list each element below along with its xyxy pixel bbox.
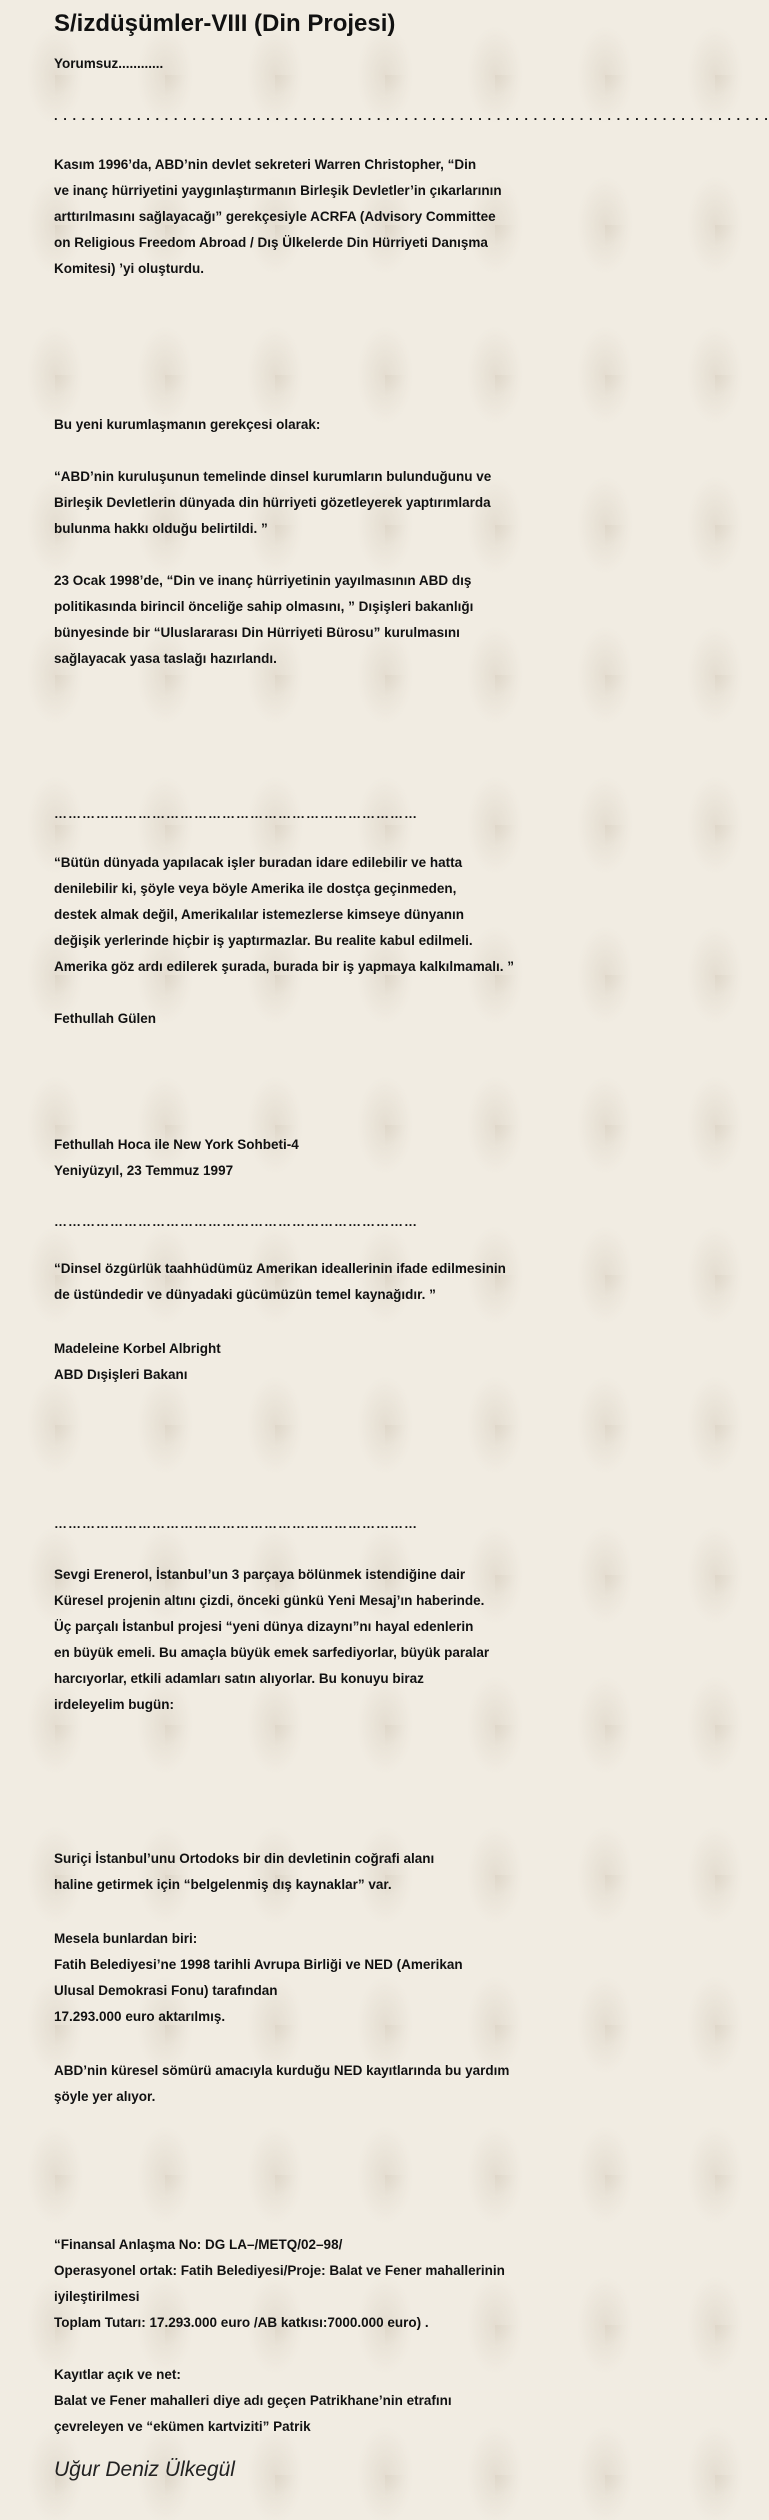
text-line: Üç parçalı İstanbul projesi “yeni dünya dizaynı”nı hayal edenlerin bbox=[54, 1619, 474, 1634]
text-line: Sevgi Erenerol, İstanbul’un 3 parçaya bölünmek istendiğine dair bbox=[54, 1567, 466, 1582]
text-line: Operasyonel ortak: Fatih Belediyesi/Proje: Balat ve Fener mahallerinin bbox=[54, 2263, 505, 2278]
text-line: ABD Dışişleri Bakanı bbox=[54, 1367, 188, 1382]
text-line: değişik yerlerinde hiçbir iş yaptırmazlar. Bu realite kabul edilmeli. bbox=[54, 933, 473, 948]
text-line: bulunma hakkı olduğu belirtildi. ” bbox=[54, 521, 268, 536]
text-line: Küresel projenin altını çizdi, önceki günkü Yeni Mesaj’ın haberinde. bbox=[54, 1593, 485, 1608]
text-line: Balat ve Fener mahalleri diye adı geçen Patrikhane’nin etrafını bbox=[54, 2393, 452, 2408]
paragraph-1998-draft-law bbox=[54, 568, 614, 672]
text-line: 17.293.000 euro aktarılmış. bbox=[54, 2009, 226, 2024]
text-line: Kayıtlar açık ve net: bbox=[54, 2367, 181, 2382]
text-line: çevreleyen ve “ekümen kartviziti” Patrik bbox=[54, 2419, 311, 2434]
text-line: şöyle yer alıyor. bbox=[54, 2089, 156, 2104]
text-line: Amerika göz ardı edilerek şurada, burada bir iş yapmaya kalkılmamalı. ” bbox=[54, 959, 514, 974]
text-line: politikasında birincil önceliğe sahip olmasını, ” Dışişleri bakanlığı bbox=[54, 599, 474, 614]
text-line: sağlayacak yasa taslağı hazırlandı. bbox=[54, 651, 277, 666]
text-line: Ulusal Demokrasi Fonu) tarafından bbox=[54, 1983, 278, 1998]
text-line: haline getirmek için “belgelenmiş dış kaynaklar” var. bbox=[54, 1877, 392, 1892]
separator-dotted: …………………………………………………………………… bbox=[54, 1516, 418, 1531]
text-line: harcıyorlar, etkili adamları satın alıyorlar. Bu konuyu biraz bbox=[54, 1671, 424, 1686]
paragraph-ned-records bbox=[54, 2058, 614, 2110]
text-line: Kasım 1996’da, ABD’nin devlet sekreteri Warren Christopher, “Din bbox=[54, 157, 477, 172]
paragraph-records-clear bbox=[54, 2362, 614, 2440]
text-line: Fethullah Hoca ile New York Sohbeti-4 bbox=[54, 1137, 299, 1152]
text-line: denilebilir ki, şöyle veya böyle Amerika ile dostça geçinmeden, bbox=[54, 881, 457, 896]
text-line: irdeleyelim bugün: bbox=[54, 1697, 175, 1712]
text-line: “Bütün dünyada yapılacak işler buradan idare edilebilir ve hatta bbox=[54, 855, 463, 870]
text-line: 23 Ocak 1998’de, “Din ve inanç hürriyetinin yayılmasının ABD dış bbox=[54, 573, 472, 588]
paragraph-albright-quote bbox=[54, 1256, 614, 1308]
paragraph-us-foundation-quote bbox=[54, 464, 614, 542]
paragraph-gulen-quote bbox=[54, 850, 614, 980]
text-line: ABD’nin küresel sömürü amacıyla kurduğu NED kayıtlarında bu yardım bbox=[54, 2063, 510, 2078]
article-title: S/izdüşümler-VIII (Din Projesi) bbox=[54, 10, 396, 37]
text-line: bünyesinde bir “Uluslararası Din Hürriyeti Bürosu” kurulmasını bbox=[54, 625, 460, 640]
separator-dotted: . . . . . . . . . . . . . . . . . . . . . . . . . . . . . . . . . . . . . . . . . . . . . . . . . . . . . . . . . . . . . . . . . . . . . . . . . . . . . . bbox=[54, 108, 769, 123]
text-line: on Religious Freedom Abroad / Dış Ülkelerde Din Hürriyeti Danışma bbox=[54, 235, 488, 250]
paragraph-surici bbox=[54, 1846, 614, 1898]
quote-source bbox=[54, 1132, 614, 1184]
text-line: Madeleine Korbel Albright bbox=[54, 1341, 221, 1356]
text-line: en büyük emeli. Bu amaçla büyük emek sarfediyorlar, büyük paralar bbox=[54, 1645, 490, 1660]
text-line: “ABD’nin kuruluşunun temelinde dinsel kurumların bulunduğunu ve bbox=[54, 469, 492, 484]
text-line: arttırılmasını sağlayacağı” gerekçesiyle ACRFA (Advisory Committee bbox=[54, 209, 496, 224]
paragraph-financial-agreement bbox=[54, 2232, 614, 2336]
separator-dotted: …………………………………………………………………… bbox=[54, 806, 418, 821]
text-line: de üstündedir ve dünyadaki gücümüzün temel kaynağıdır. ” bbox=[54, 1287, 436, 1302]
text-line: Fatih Belediyesi’ne 1998 tarihli Avrupa Birliği ve NED (Amerikan bbox=[54, 1957, 463, 1972]
text-line: Yeniyüzyıl, 23 Temmuz 1997 bbox=[54, 1163, 234, 1178]
text-line: “Finansal Anlaşma No: DG LA–/METQ/02–98/ bbox=[54, 2237, 343, 2252]
paragraph-acrfa bbox=[54, 152, 614, 282]
text-line: ve inanç hürriyetini yaygınlaştırmanın Birleşik Devletler’in çıkarlarının bbox=[54, 183, 502, 198]
article-subtitle: Yorumsuz............ bbox=[54, 56, 164, 71]
text-line: Suriçi İstanbul’unu Ortodoks bir din devletinin coğrafi alanı bbox=[54, 1851, 435, 1866]
paragraph-justification-intro bbox=[54, 412, 614, 438]
text-line: “Dinsel özgürlük taahhüdümüz Amerikan ideallerinin ifade edilmesinin bbox=[54, 1261, 506, 1276]
separator-dotted: …………………………………………………………………… bbox=[54, 1214, 418, 1229]
quote-author-albright bbox=[54, 1336, 614, 1388]
text-line: iyileştirilmesi bbox=[54, 2289, 140, 2304]
text-line: Toplam Tutarı: 17.293.000 euro /AB katkısı:7000.000 euro) . bbox=[54, 2315, 429, 2330]
text-line: Mesela bunlardan biri: bbox=[54, 1931, 198, 1946]
text-line: Bu yeni kurumlaşmanın gerekçesi olarak: bbox=[54, 417, 321, 432]
text-line: destek almak değil, Amerikalılar istemezlerse kimseye dünyanın bbox=[54, 907, 464, 922]
author-signature: Uğur Deniz Ülkegül bbox=[54, 2458, 235, 2481]
paragraph-istanbul-project bbox=[54, 1562, 614, 1718]
text-line: Fethullah Gülen bbox=[54, 1011, 157, 1026]
text-line: Birleşik Devletlerin dünyada din hürriyeti gözetleyerek yaptırımlarda bbox=[54, 495, 491, 510]
paragraph-funding-example bbox=[54, 1926, 614, 2030]
quote-author-gulen bbox=[54, 1006, 614, 1032]
text-line: Komitesi) ’yi oluşturdu. bbox=[54, 261, 205, 276]
